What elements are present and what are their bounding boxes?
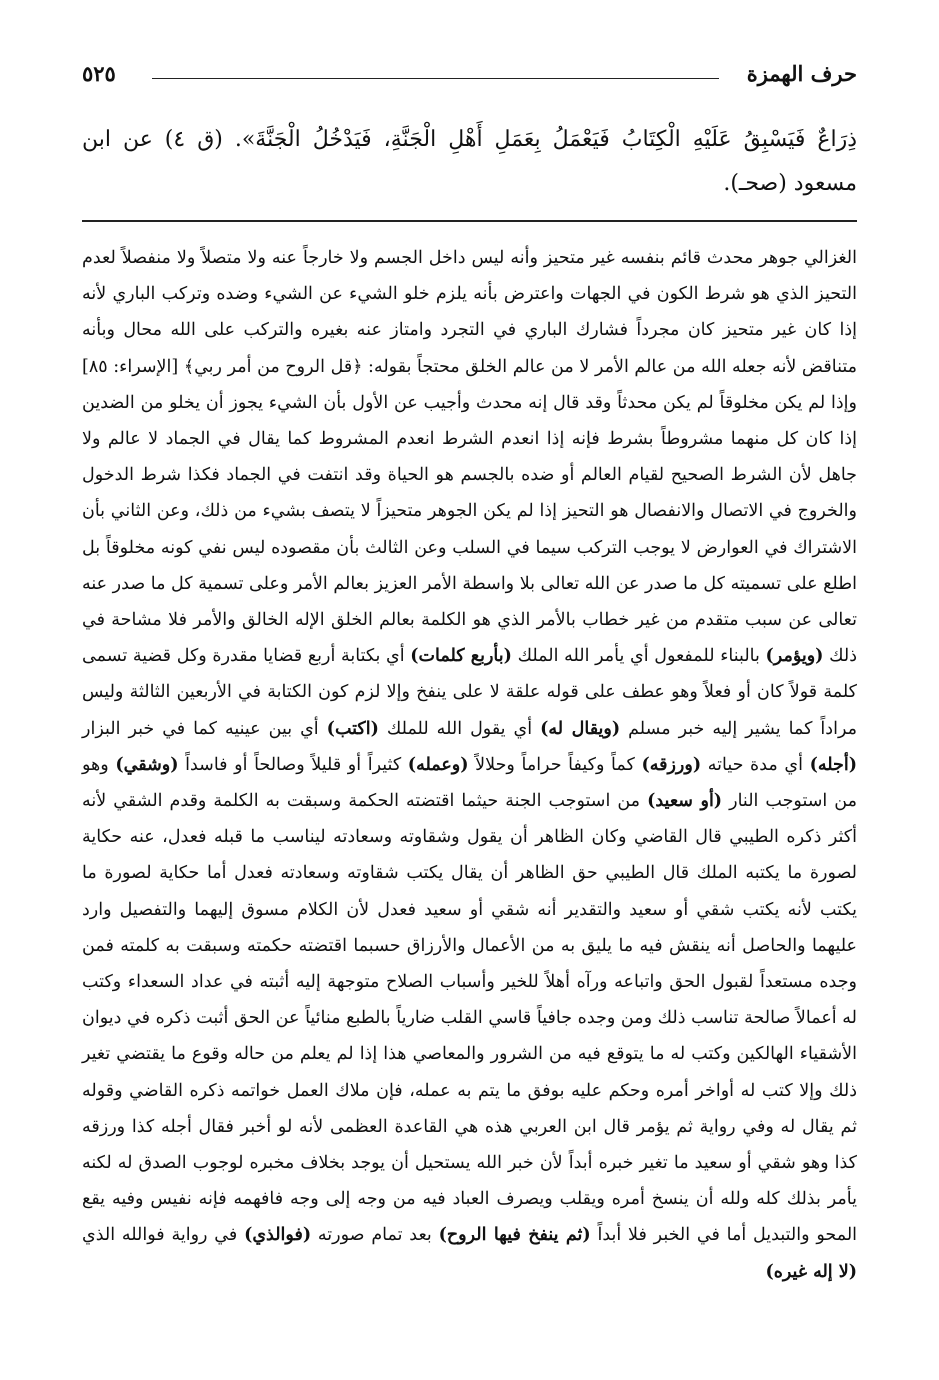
quoted-term: (لا إله غيره) [765, 1261, 857, 1282]
quoted-term: (أجله) [809, 754, 857, 775]
chapter-title: حرف الهمزة [746, 61, 857, 86]
commentary-segment: أي بين عينيه كما في خبر البزار [82, 718, 327, 739]
commentary-segment: بعد تمام صورته [311, 1225, 439, 1246]
commentary-segment: أي مدة حياته [701, 754, 810, 775]
commentary-segment: أي بكتابة أربع قضايا مقدرة وكل قضية تسمى كلمة قولاً كان أو فعلاً وهو عطف على قوله علقة لا على ينفخ وإلا لزم كون الكتابة في الأربعين الثالثة وليس مراداً كما يشير إليه خبر مسلم [82, 646, 857, 739]
hadith-paragraph: ذِرَاعٌ فَيَسْبِقُ عَلَيْهِ الْكِتَابُ فَيَعْمَلُ بِعَمَلِ أَهْلِ الْجَنَّةِ، فَيَدْخُلُ الْجَنَّةَ». (ق ٤) عن ابن مسعود (صحـ). [82, 127, 857, 196]
quoted-term: (وشقي) [115, 754, 179, 775]
commentary-segment: بالبناء للمفعول أي يأمر الله الملك [511, 646, 766, 667]
text-separator [82, 220, 857, 222]
quoted-term: (بأربع كلمات) [410, 646, 512, 667]
commentary-segment: في رواية فوالله الذي [82, 1225, 245, 1246]
commentary-segment: أي يقول الله للملك [378, 718, 541, 739]
commentary-segment: وهو من استوجب النار [82, 754, 857, 812]
commentary-text [82, 240, 857, 1290]
quoted-term: (اكتب) [326, 718, 379, 739]
quoted-term: (ويؤمر) [765, 646, 824, 667]
quoted-term: (ورزقه) [641, 754, 702, 775]
commentary-segment: كماً وكيفاً حراماً وحلالاً [468, 754, 642, 775]
commentary-segment: من استوجب الجنة حيثما اقتضته الحكمة وسبقت به الكلمة وقدم الشقي لأنه أكثر ذكره الطيبي قال القاضي وكان الظاهر أن يقول وشقاوته وسعادته ليناسب ما قبله فعدل، عنه حكاية لصورة ما يكتبه الملك قال الطيبي حق الظاهر أن يقال يكتب شقاوته وسعادته فعدل أما حكاية لصورة ما يكتب لأنه يكتب شقي أو سعيد والتقدير أنه شقي أو سعيد فعدل لأن الكلام مسوق إليهما والتفصيل وارد عليهما والحاصل أنه ينقش فيه ما يليق به من الأعمال والأرزاق حسبما اقتضته حكمته وسبقت به كلمته فمن وجده مستعداً لقبول الحق واتباعه ورآه أهلاً للخير وأسباب الصلاح متوجهة إليه أثبته في عداد السعداء وكتب له أعمالاً صالحة تناسب ذلك ومن وجده جافياً قاسي القلب ضارياً بالطبع منائياً عن الحق أثبت ذكره في ديوان الأشقياء الهالكين وكتب له ما يتوقع فيه من الشرور والمعاصي هذا إذا لم يعلم من حاله وقوع ما يقتضي تغير ذلك وإلا كتب له أواخر أمره وحكم عليه بوفق ما يتم به عمله، فإن ملاك العمل خواتمه ذكره القاضي وقوله ثم يقال له وفي رواية ثم يؤمر قال ابن العربي هذه هي القاعدة العظمى لأنه لو أخبر فقال أجله كذا ورزقه كذا وهو شقي أو سعيد ما تغير خبره أبداً لأن خبر الله يستحيل أن يوجد بخلاف مخبره لوجوب الصدق له لكنه يأمر بذلك كله ولله أن ينسخ أمره ويقلب ويصرف العباد فيه من وجه إلى وجه فافهمه فإنه نفيس وفيه يقع المحو والتبديل أما في الخبر فلا أبداً [82, 791, 858, 1246]
commentary-paragraph [82, 240, 857, 1290]
running-header [82, 58, 857, 94]
quoted-term: (ثم ينفخ فيها الروح) [438, 1225, 591, 1246]
quoted-term: (فوالذي) [244, 1225, 312, 1246]
commentary-segment: كثيراً أو قليلاً وصالحاً أو فاسداً [178, 754, 408, 775]
hadith-text [82, 118, 857, 206]
quoted-term: (ويقال له) [540, 718, 621, 739]
quoted-term: (أو سعيد) [647, 791, 723, 812]
commentary-segment: الغزالي جوهر محدث قائم بنفسه غير متحيز وأنه ليس داخل الجسم ولا خارجاً عنه ولا متصلاً ولا منفصلاً لعدم التحيز الذي هو شرط الكون في الجهات واعترض بأنه يلزم خلو الشيء عن الشيء وضده وتركب الباري لأنه إذا كان غير متحيز كان مجرداً فشارك الباري في التجرد وامتاز عنه بغيره والتركب على الله محال وبأنه متناقض لأنه جعله الله من عالم الأمر لا من عالم الخلق محتجاً بقوله: ﴿قل الروح من أمر ربي﴾ [الإسراء: ٨٥] وإذا لم يكن مخلوقاً لم يكن محدثاً وقد قال إنه محدث وأجيب عن الأول بأن الشيء يجوز أن يخلو من الضدين إذا كان كل منهما مشروطاً بشرط فإنه إذا انعدم الشرط انعدم المشروط كما يقال في الجماد لا عالم ولا جاهل لأن الشرط الصحيح لقيام العالم أو ضده بالجسم هو الحياة وقد انتفت في الجماد فكذا شرط الدخول والخروج في الاتصال والانفصال هو التحيز إذا لم يكن الجوهر متحيزاً لا يتصف بشيء من ذلك، وعن الثاني بأن الاشتراك في العوارض لا يوجب التركب سيما في السلب وعن الثالث بأن مقصوده ليس نفي كونه مخلوقاً بل اطلع على تسميته كل ما صدر عن الله تعالى بلا واسطة الأمر العزيز بعالم الأمر وعلى تسمية كل ما صدر عنه تعالى عن سبب متقدم من غير خطاب بالأمر الذي هو الكلمة بعالم الخلق الإله الخالق والأمر فلا مشاحة في ذلك [82, 248, 858, 667]
page-number: ٥٢٥ [82, 61, 116, 86]
header-rule [152, 78, 719, 79]
quoted-term: (وعمله) [407, 754, 469, 775]
